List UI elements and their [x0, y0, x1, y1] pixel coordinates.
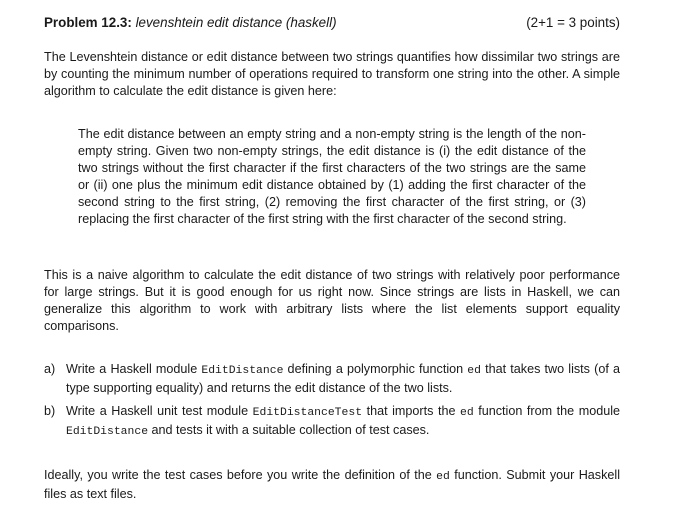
code-function-name: ed: [460, 407, 474, 419]
task-marker: a): [44, 362, 56, 376]
task-marker: b): [44, 404, 56, 418]
text-run: that imports the: [362, 404, 461, 418]
text-run: function from the module: [473, 404, 621, 418]
problem-header: [44, 14, 620, 34]
problem-heading: [44, 14, 337, 31]
code-function-name: ed: [436, 471, 450, 483]
problem-points: (2+1 = 3 points): [526, 15, 620, 30]
algorithm-quote: The edit distance between an empty string and a non-empty string is the length of the non-empty string. Given two non-empty strings, the edit distance is (i) the edit distance of the two strings without the first character if the first characters of the two strings are the same or (ii) one plus the minimum edit distance obtained by (1) adding the first character of the second string to the first string, (2) removing the first character of the first string, or (3) replacing the first character of the first string with the first character of the second string.: [78, 127, 586, 226]
code-module-name: EditDistance: [201, 365, 284, 377]
text-run: Write a Haskell unit test module: [66, 404, 253, 418]
text-run: and tests it with a suitable collection of test cases.: [148, 423, 430, 437]
text-run: Write a Haskell module: [66, 362, 202, 376]
code-function-name: ed: [467, 365, 481, 377]
text-run: that takes two lists (of a type supporting equality) and returns the edit distance of the two lists.: [66, 362, 620, 395]
task-item-a: [44, 361, 620, 397]
intro-paragraph: The Levenshtein distance or edit distance between two strings quantifies how dissimilar two strings are by counting the minimum number of operations required to transform one string into the other. A simple algorithm to calculate the edit distance is given here:: [44, 50, 620, 98]
code-module-name: EditDistanceTest: [252, 407, 363, 419]
text-run: Ideally, you write the test cases before you write the definition of the: [44, 468, 437, 482]
task-list: [44, 361, 620, 441]
final-paragraph: [44, 467, 620, 503]
problem-title: levenshtein edit distance (haskell): [135, 15, 337, 30]
task-text: [66, 361, 620, 397]
text-run: function. Submit your Haskell files as text files.: [44, 468, 620, 501]
text-run: defining a polymorphic function: [283, 362, 468, 376]
code-module-name: EditDistance: [66, 426, 149, 438]
task-text: [66, 403, 620, 441]
naive-algorithm-paragraph: This is a naive algorithm to calculate the edit distance of two strings with relatively poor performance for large strings. But it is good enough for us right now. Since strings are lists in Haskell, we can generalize this algorithm to work with arbitrary lists where the list elements support equality comparisons.: [44, 268, 620, 333]
task-item-b: [44, 403, 620, 441]
problem-number: Problem 12.3:: [44, 15, 132, 30]
